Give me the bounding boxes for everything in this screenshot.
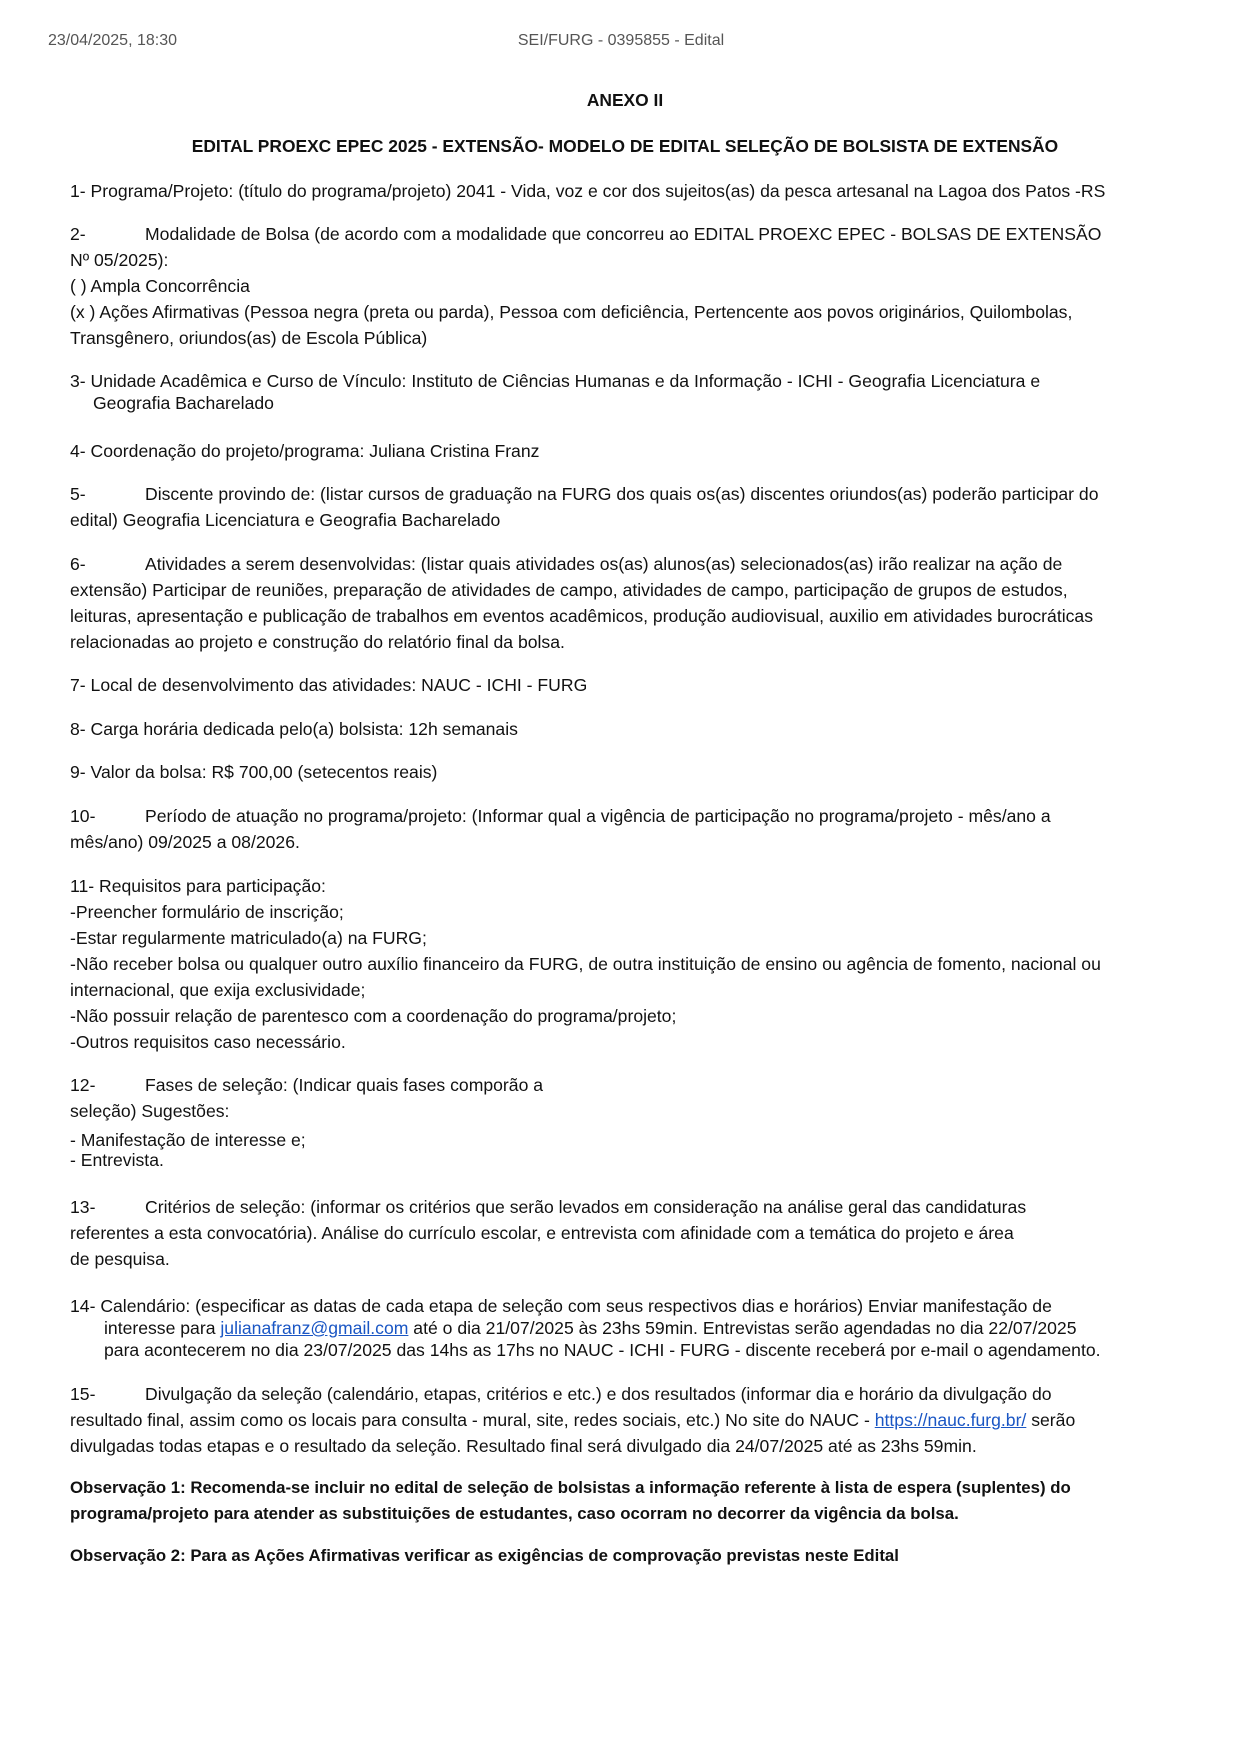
requirement: -Preencher formulário de inscrição; xyxy=(70,902,344,922)
item-14: 14- Calendário: (especificar as datas de cada etapa de seleção com seus respectivos dias e horários) Enviar manifestação de interesse para julianafranz@gmail.com até o dia 21/07/2025 às 23hs 59min. Entrevistas serão agendadas no dia 22/07/2025 para acontecerem no dia 23/07/2025 das 14hs as 17hs no NAUC - ICHI - FURG - discente receberá por e-mail o agendamento. xyxy=(70,1296,1101,1360)
annex-heading: ANEXO II xyxy=(586,90,664,110)
item-9: 9- Valor da bolsa: R$ 700,00 (setecentos reais) xyxy=(70,762,438,782)
item-11: 11- Requisitos para participação: -Preencher formulário de inscrição; -Estar regularmente matriculado(a) na FURG; -Não receber bolsa ou qualquer outro auxílio financeiro da FURG, de outra instituição de ensino ou agência de fomento, nacional ou internacional, que exija exclusividade; -Não possuir relação de parentesco com a coordenação do programa/projeto; -Outros requisitos caso necessário. xyxy=(70,873,1180,1055)
print-datetime: 23/04/2025, 18:30 xyxy=(48,32,178,49)
nauc-site-link[interactable]: https://nauc.furg.br/ xyxy=(874,1410,1027,1430)
print-doc-ref: SEI/FURG - 0395855 - Edital xyxy=(517,32,725,49)
item-1: 1- Programa/Projeto: (título do programa/projeto) 2041 - Vida, voz e cor dos sujeitos(as) da pesca artesanal na Lagoa dos Patos -RS xyxy=(70,181,1106,201)
option-acoes-afirmativas: (x ) Ações Afirmativas (Pessoa negra (preta ou parda), Pessoa com deficiência, Pertencente aos povos originários, Quilombolas, xyxy=(70,302,1073,322)
requirement: -Estar regularmente matriculado(a) na FURG; xyxy=(70,928,427,948)
item-4: 4- Coordenação do projeto/programa: Juliana Cristina Franz xyxy=(70,441,540,461)
requirement: -Não possuir relação de parentesco com a coordenação do programa/projeto; xyxy=(70,1006,677,1026)
item-2-number: 2- xyxy=(70,224,86,244)
email-link[interactable]: julianafranz@gmail.com xyxy=(220,1318,409,1338)
requirement: -Outros requisitos caso necessário. xyxy=(70,1032,346,1052)
item-6: 6- Atividades a serem desenvolvidas: (listar quais atividades os(as) alunos(as) selecionados(as) irão realizar na ação de extensão) Participar de reuniões, preparação de atividades de campo, atividades de campo, participação de grupos de estudos, leituras, apresentação e publicação de trabalhos em eventos acadêmicos, produção audiovisual, auxilio em atividades burocráticas relacionadas ao projeto e construção do relatório final da bolsa. xyxy=(70,554,1093,652)
requirement: -Não receber bolsa ou qualquer outro auxílio financeiro da FURG, de outra instituição de ensino ou agência de fomento, nacional ou xyxy=(70,954,1101,974)
item-5: 5- Discente provindo de: (listar cursos de graduação na FURG dos quais os(as) discentes oriundos(as) poderão participar do edital) Geografia Licenciatura e Geografia Bacharelado xyxy=(70,484,1099,530)
item-15: 15- Divulgação da seleção (calendário, etapas, critérios e etc.) e dos resultados (informar dia e horário da divulgação do resultado final, assim como os locais para consulta - mural, site, redes sociais, etc.) No site do NAUC - https://nauc.furg.br/ serão divulgadas todas etapas e o resultado da seleção. Resultado final será divulgado dia 24/07/2025 até as 23hs 59min. xyxy=(70,1384,1076,1456)
observation-1: Observação 1: Recomenda-se incluir no edital de seleção de bolsistas a informação referente à lista de espera (suplentes) do programa/projeto para atender as substituições de estudantes, caso ocorram no decorrer da vigência da bolsa. xyxy=(70,1478,1071,1523)
item-8: 8- Carga horária dedicada pelo(a) bolsista: 12h semanais xyxy=(70,719,518,739)
observation-2: Observação 2: Para as Ações Afirmativas verificar as exigências de comprovação previstas neste Edital xyxy=(70,1546,899,1565)
edital-title: EDITAL PROEXC EPEC 2025 - EXTENSÃO- MODELO DE EDITAL SELEÇÃO DE BOLSISTA DE EXTENSÃO xyxy=(191,136,1059,156)
item-12: 12- Fases de seleção: (Indicar quais fases comporão a seleção) Sugestões: - Manifestação de interesse e; - Entrevista. xyxy=(70,1075,544,1170)
item-3: 3- Unidade Acadêmica e Curso de Vínculo: Instituto de Ciências Humanas e da Informação - ICHI - Geografia Licenciatura e Geografia Bacharelado xyxy=(70,371,1041,413)
item-10: 10- Período de atuação no programa/projeto: (Informar qual a vigência de participação no programa/projeto - mês/ano a mês/ano) 09/2025 a 08/2026. xyxy=(70,806,1051,852)
option-ampla: ( ) Ampla Concorrência xyxy=(70,276,250,296)
item-7: 7- Local de desenvolvimento das atividades: NAUC - ICHI - FURG xyxy=(70,675,588,695)
item-2: 2- Modalidade de Bolsa (de acordo com a modalidade que concorreu ao EDITAL PROEXC EPEC - BOLSAS DE EXTENSÃO Nº 05/2025): ( ) Ampla Concorrência (x ) Ações Afirmativas (Pessoa negra (preta ou parda), Pessoa com deficiência, Pertencente aos povos originários, Quilombolas, Transgênero, oriundos(as) de Escola Pública) xyxy=(70,221,1180,351)
item-13: 13- Critérios de seleção: (informar os critérios que serão levados em consideração na análise geral das candidaturas referentes a esta convocatória). Análise do currículo escolar, e entrevista com afinidade com a temática do projeto e área de pesquisa. xyxy=(70,1197,1027,1269)
